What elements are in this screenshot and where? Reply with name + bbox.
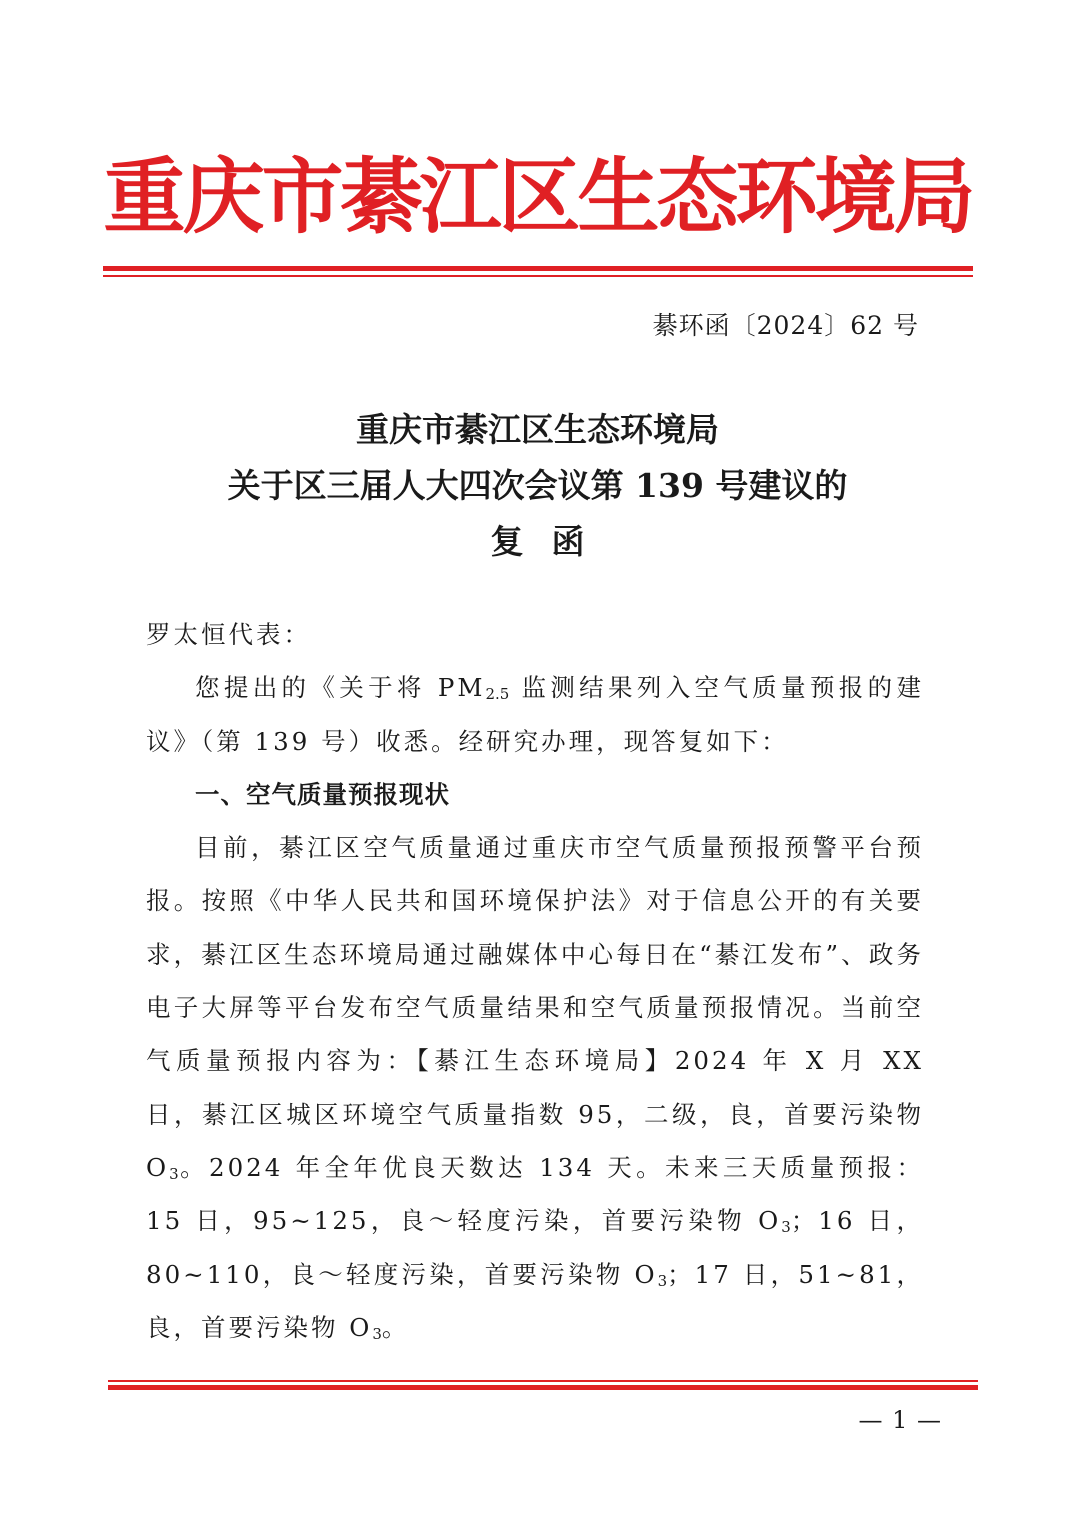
status-text-a: 目前，綦江区空气质量通过重庆市空气质量预报预警平台预报。按照《中华人民共和国环境保护法》对于信息公开的有关要求，綦江区生态环境局通过融媒体中心每日在“綦江发布”、政务电子大屏等平台发布空气质量结果和空气质量预报情况。当前空气质量预报内容为：【綦江生态环境局】2024 年 X 月 XX 日，綦江区城区环境空气质量指数 95，二级，良，首要污染物 O (146, 833, 924, 1182)
intro-text-a: 您提出的《关于将 PM (195, 673, 486, 703)
title-line-3: 复函 (490, 522, 613, 561)
status-text-d: ；17 日，51~81，良，首要污染物 O (146, 1259, 925, 1342)
document-number: 綦环函〔2024〕62 号 (652, 311, 919, 340)
o3-subscript: 3 (657, 1271, 668, 1290)
header-divider-thin (103, 275, 973, 277)
title-line-2: 关于区三届人大四次会议第 139 号建议的 (227, 466, 848, 505)
status-text-e: 。 (381, 1312, 410, 1342)
title-line-1: 重庆市綦江区生态环境局 (356, 410, 719, 449)
agency-masthead: 重庆市綦江区生态环境局 (103, 150, 973, 245)
intro-text-b: 监测结果列入空气质量预报的建议》（第 139 号）收悉。经研究办理，现答复如下： (146, 673, 924, 756)
document-title (100, 402, 975, 570)
document-body (146, 608, 924, 1354)
o3-subscript: 3 (169, 1164, 179, 1183)
pm-subscript: 2.5 (485, 685, 510, 704)
o3-subscript: 3 (781, 1218, 791, 1237)
paragraph-intro (146, 661, 924, 768)
header-divider-thick (103, 266, 973, 271)
paragraph-status (146, 821, 924, 1354)
status-text-c: ；16 日，80~110，良～轻度污染，首要污染物 O (146, 1206, 924, 1289)
footer-divider-thin (108, 1380, 978, 1382)
page-number: — 1 — (858, 1406, 942, 1434)
footer-divider-thick (108, 1385, 978, 1390)
o3-subscript: 3 (372, 1324, 382, 1343)
salutation: 罗太恒代表： (146, 620, 311, 649)
section-heading-1: 一、空气质量预报现状 (195, 779, 450, 809)
status-text-b: 。2024 年全年优良天数达 134 天。未来三天质量预报：15 日，95~125，良～轻度污染，首要污染物 O (146, 1152, 924, 1236)
